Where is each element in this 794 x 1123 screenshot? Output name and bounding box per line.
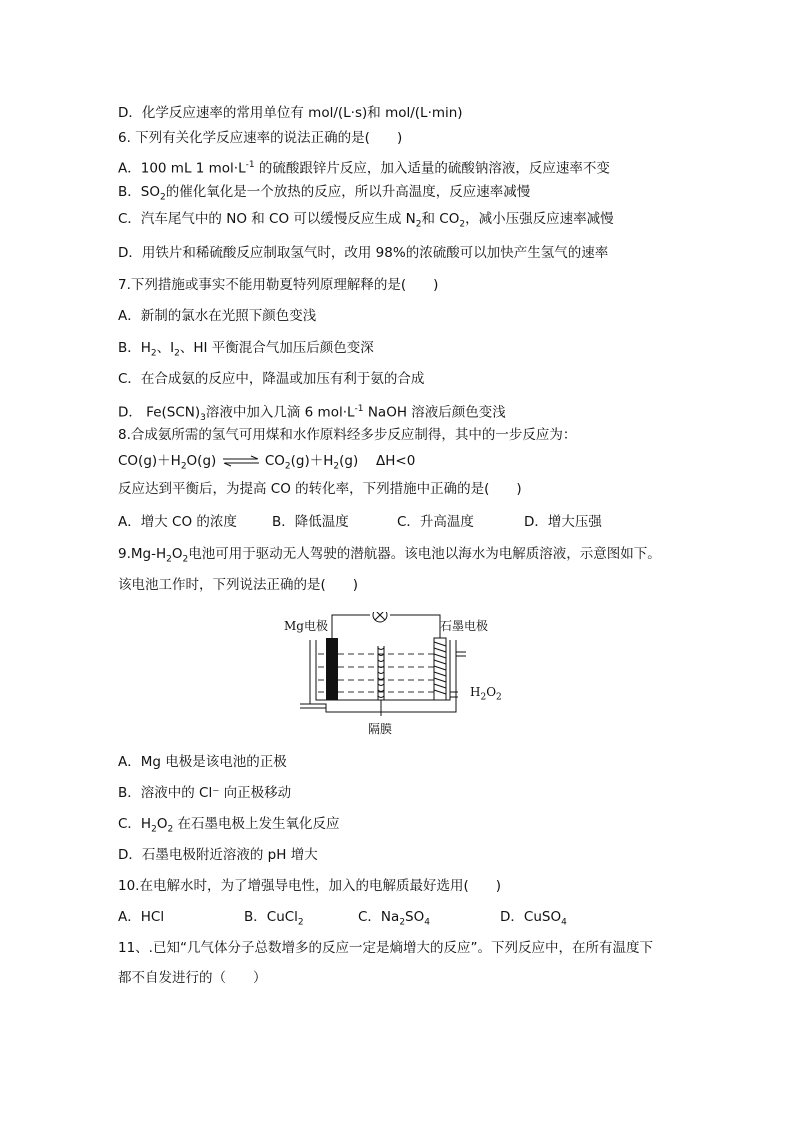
q9-option-c: C．$H_2O_2$ 在石墨电极上发生氧化反应 bbox=[118, 816, 340, 835]
q8-option-a: A．增大 CO 的浓度 bbox=[118, 514, 237, 530]
q7-stem: 7.下列措施或事实不能用勒夏特列原理解释的是( ) bbox=[118, 277, 439, 293]
q7-option-b: B．$H_2$、$I_2$、HI 平衡混合气加压后颜色变深 bbox=[118, 340, 374, 359]
q10-stem: 10.在电解水时，为了增强导电性，加入的电解质最好选用( ) bbox=[118, 878, 502, 894]
q7-option-c: C．在合成氨的反应中，降温或加压有利于氨的合成 bbox=[118, 371, 425, 387]
q11-stem2: 都不自发进行的（ ） bbox=[118, 970, 267, 986]
q6-stem: 6. 下列有关化学反应速率的说法正确的是( ) bbox=[118, 130, 403, 146]
q8-equation: $CO(g)+H_2O(g)$ $CO_2(g)+H_2(g)$ ΔH<0 bbox=[118, 453, 416, 472]
q8-stem: 8.合成氨所需的氢气可用煤和水作原料经多步反应制得，其中的一步反应为： bbox=[118, 427, 577, 443]
battery-diagram bbox=[280, 612, 500, 740]
q9-option-a: A．Mg 电极是该电池的正极 bbox=[118, 754, 287, 770]
q8-stem2: 反应达到平衡后，为提高 CO 的转化率，下列措施中正确的是( ) bbox=[118, 481, 522, 497]
q5-option-d: D．化学反应速率的常用单位有 mol/(L·s)和 mol/(L·min) bbox=[118, 105, 463, 121]
q11-stem: 11、.已知“几气体分子总数增多的反应一定是熵增大的反应”。下列反应中，在所有温度下 bbox=[118, 940, 653, 956]
q9-option-b: B．溶液中的 Cl⁻ 向正极移动 bbox=[118, 785, 292, 801]
q8-option-d: D．增大压强 bbox=[524, 514, 602, 530]
q10-option-a: A．HCl bbox=[118, 909, 165, 925]
graphite-electrode-label: 石墨电极 bbox=[440, 619, 489, 633]
q9-stem2: 该电池工作时，下列说法正确的是( ) bbox=[118, 577, 359, 593]
q7-option-d: D． $Fe(SCN)_3$溶液中加入几滴 6 $mol\cdot L^{-1}$ NaOH 溶液后颜色变浅 bbox=[118, 404, 506, 424]
q10-option-d: D．CuSO$_4$ bbox=[500, 909, 567, 928]
q9-option-d: D．石墨电极附近溶液的 pH 增大 bbox=[118, 847, 318, 863]
mg-electrode-label: Mg电极 bbox=[284, 619, 328, 633]
q10-option-b: B．CuCl$_2$ bbox=[244, 909, 304, 928]
q6-option-d: D．用铁片和稀硫酸反应制取氢气时，改用 98%的浓硫酸可以加快产生氢气的速率 bbox=[118, 245, 609, 261]
q6-option-c: C．汽车尾气中的 NO 和 CO 可以缓慢反应生成 $N_2$和 $CO_2$，减小压强反应速率减慢 bbox=[118, 211, 614, 230]
membrane-label: 隔膜 bbox=[368, 722, 393, 736]
equilibrium-arrow-icon bbox=[221, 455, 261, 467]
q9-stem: $9.Mg-H_2O_2$电池可用于驱动无人驾驶的潜航器。该电池以海水为电解质溶液，示意图如下。 bbox=[118, 546, 661, 565]
lamp-icon bbox=[373, 612, 387, 622]
q8-option-b: B．降低温度 bbox=[272, 514, 349, 530]
q8-option-c: C．升高温度 bbox=[397, 514, 474, 530]
h2o2-label: $H_2O_2$ bbox=[470, 685, 502, 703]
q6-option-a: A．100 mL 1 $mol\cdot L^{-1}$ 的硫酸跟锌片反应，加入适量的硫酸钠溶液，反应速率不变 bbox=[118, 160, 610, 177]
q10-option-c: C．$Na_2SO_4$ bbox=[358, 909, 430, 928]
q7-option-a: A．新制的氯水在光照下颜色变浅 bbox=[118, 308, 317, 324]
q6-option-b: B．$SO_2$的催化氧化是一个放热的反应，所以升高温度，反应速率减慢 bbox=[118, 184, 531, 203]
